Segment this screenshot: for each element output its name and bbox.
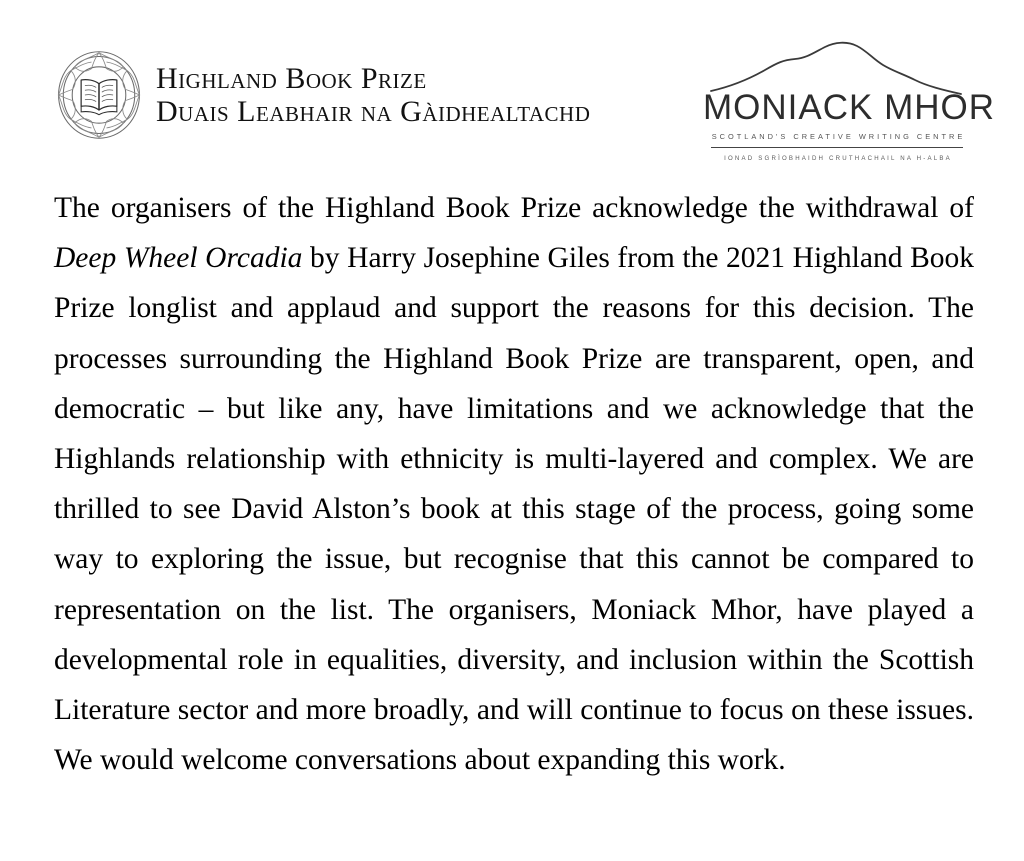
highland-book-prize-logo (52, 48, 590, 142)
hbp-title-line-1: Highland Book Prize (156, 62, 427, 95)
book-title: Deep Wheel Orcadia (54, 242, 303, 275)
statement-part-2: by Harry Josephine Giles from the 2021 Highland Book Prize longlist and applaud and support the reasons for this decision. The processes surrounding the Highland Book Prize are transparent, open, and democratic – but like any, have limitations and we acknowledge that the Highlands relationship with ethnicity is multi-layered and complex. We are thrilled to see David Alston’s book at this stage of the process, going some way to exploring the issue, but recognise that this cannot be compared to representation on the list. The organisers, Moniack Mhor, have played a developmental role in equalities, diversity, and inclusion within the Scottish Literature sector and more broadly, and will continue to focus on these issues. We would welcome conversations about expanding this work. (54, 242, 974, 777)
logo-header (0, 0, 1024, 170)
moniack-mhor-tagline-gd: IONAD SGRÌOBHAIDH CRUTHACHAIL NA H-ALBA (724, 155, 952, 162)
statement-part-1: The organisers of the Highland Book Prize acknowledge the withdrawal of (54, 192, 974, 224)
open-book-in-celtic-knot-oval-icon (52, 48, 146, 142)
statement-body (54, 183, 974, 785)
hbp-title-line-2: Duais Leabhair na Gàidhealtachd (156, 95, 591, 128)
moniack-mhor-divider (711, 147, 963, 148)
moniack-mhor-logo (703, 38, 995, 164)
moniack-mhor-tagline-en: SCOTLAND'S CREATIVE WRITING CENTRE (711, 132, 966, 141)
moniack-mhor-wordmark: MONIACK MHOR (703, 88, 995, 127)
highland-book-prize-wordmark (156, 62, 590, 128)
